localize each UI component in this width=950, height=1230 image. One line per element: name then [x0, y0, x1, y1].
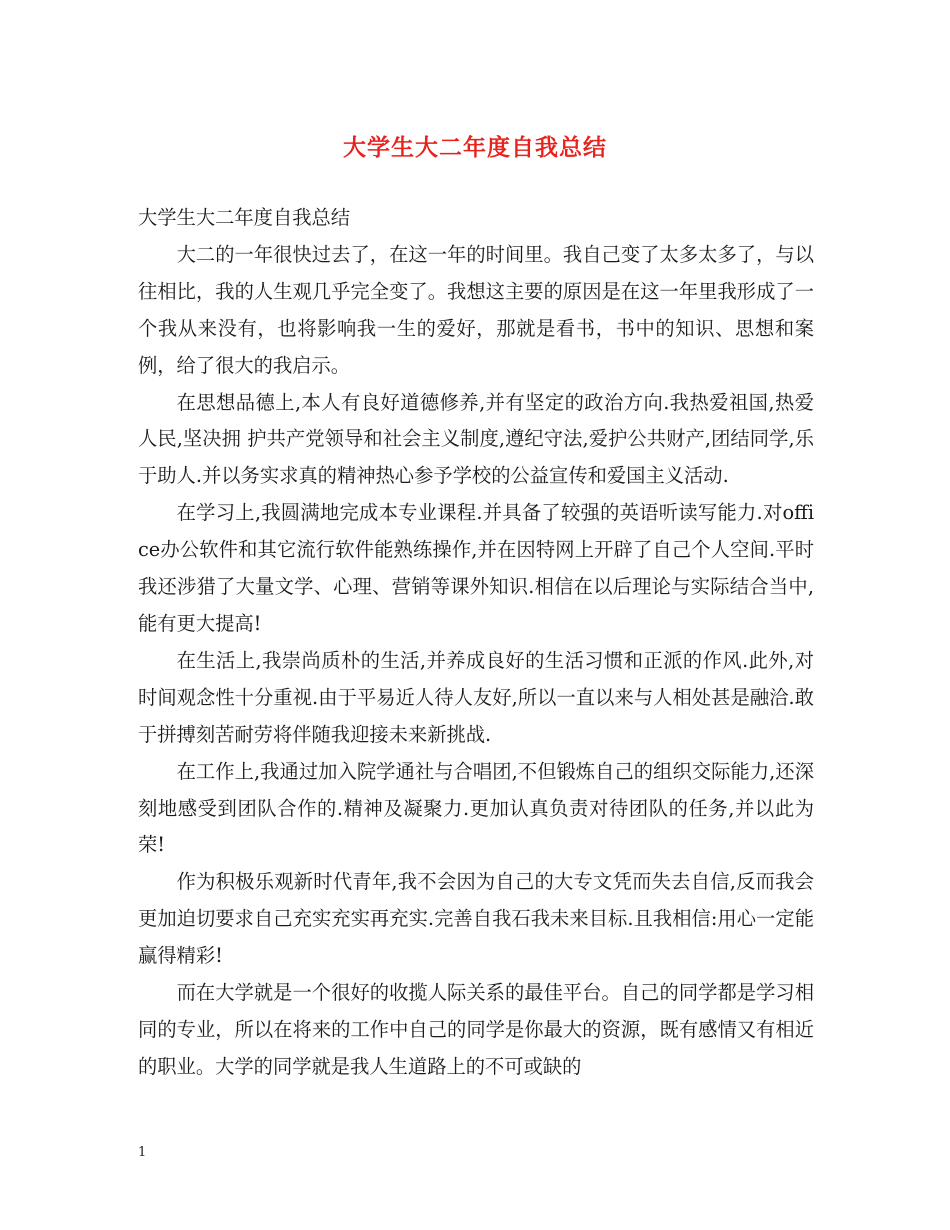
paragraph-1: 大二的一年很快过去了，在这一年的时间里。我自己变了太多太多了，与以往相比，我的人生观几乎完全变了。我想这主要的原因是在这一年里我形成了一个我从来没有，也将影响我一生的爱好，那就是看书，书中的知识、思想和案例，给了很大的我启示。	[138, 242, 814, 377]
paragraph-2: 在思想品德上,本人有良好道德修养,并有坚定的政治方向.我热爱祖国,热爱人民,坚决拥 护共产党领导和社会主义制度,遵纪守法,爱护公共财产,团结同学,乐于助人.并以务实求真的精神热心参予学校的公益宣传和爱国主义活动.	[138, 390, 814, 488]
document-subtitle: 大学生大二年度自我总结	[138, 206, 351, 229]
document-body	[138, 200, 814, 1086]
paragraph-5: 在工作上,我通过加入院学通社与合唱团,不但锻炼自己的组织交际能力,还深刻地感受到团队合作的.精神及凝聚力.更加认真负责对待团队的任务,并以此为荣!	[138, 759, 814, 857]
page-number: 1	[138, 1145, 147, 1160]
paragraph-7: 而在大学就是一个很好的收揽人际关系的最佳平台。自己的同学都是学习相同的专业，所以在将来的工作中自己的同学是你最大的资源，既有感情又有相近的职业。大学的同学就是我人生道路上的不可或缺的	[138, 981, 814, 1078]
paragraph-3: 在学习上,我圆满地完成本专业课程.并具备了较强的英语听读写能力.对office办公软件和其它流行软件能熟练操作,并在因特网上开辟了自己个人空间.平时我还涉猎了大量文学、心理、营销等课外知识.相信在以后理论与实际结合当中,能有更大提高!	[138, 501, 814, 635]
paragraph-4: 在生活上,我崇尚质朴的生活,并养成良好的生活习惯和正派的作风.此外,对时间观念性十分重视.由于平易近人待人友好,所以一直以来与人相处甚是融洽.敢于拼搏刻苦耐劳将伴随我迎接未来新挑战.	[138, 648, 814, 746]
paragraph-6: 作为积极乐观新时代青年,我不会因为自己的大专文凭而失去自信,反而我会更加迫切要求自己充实充实再充实.完善自我石我未来目标.且我相信:用心一定能赢得精彩!	[138, 870, 814, 968]
document-title: 大学生大二年度自我总结	[343, 134, 607, 161]
